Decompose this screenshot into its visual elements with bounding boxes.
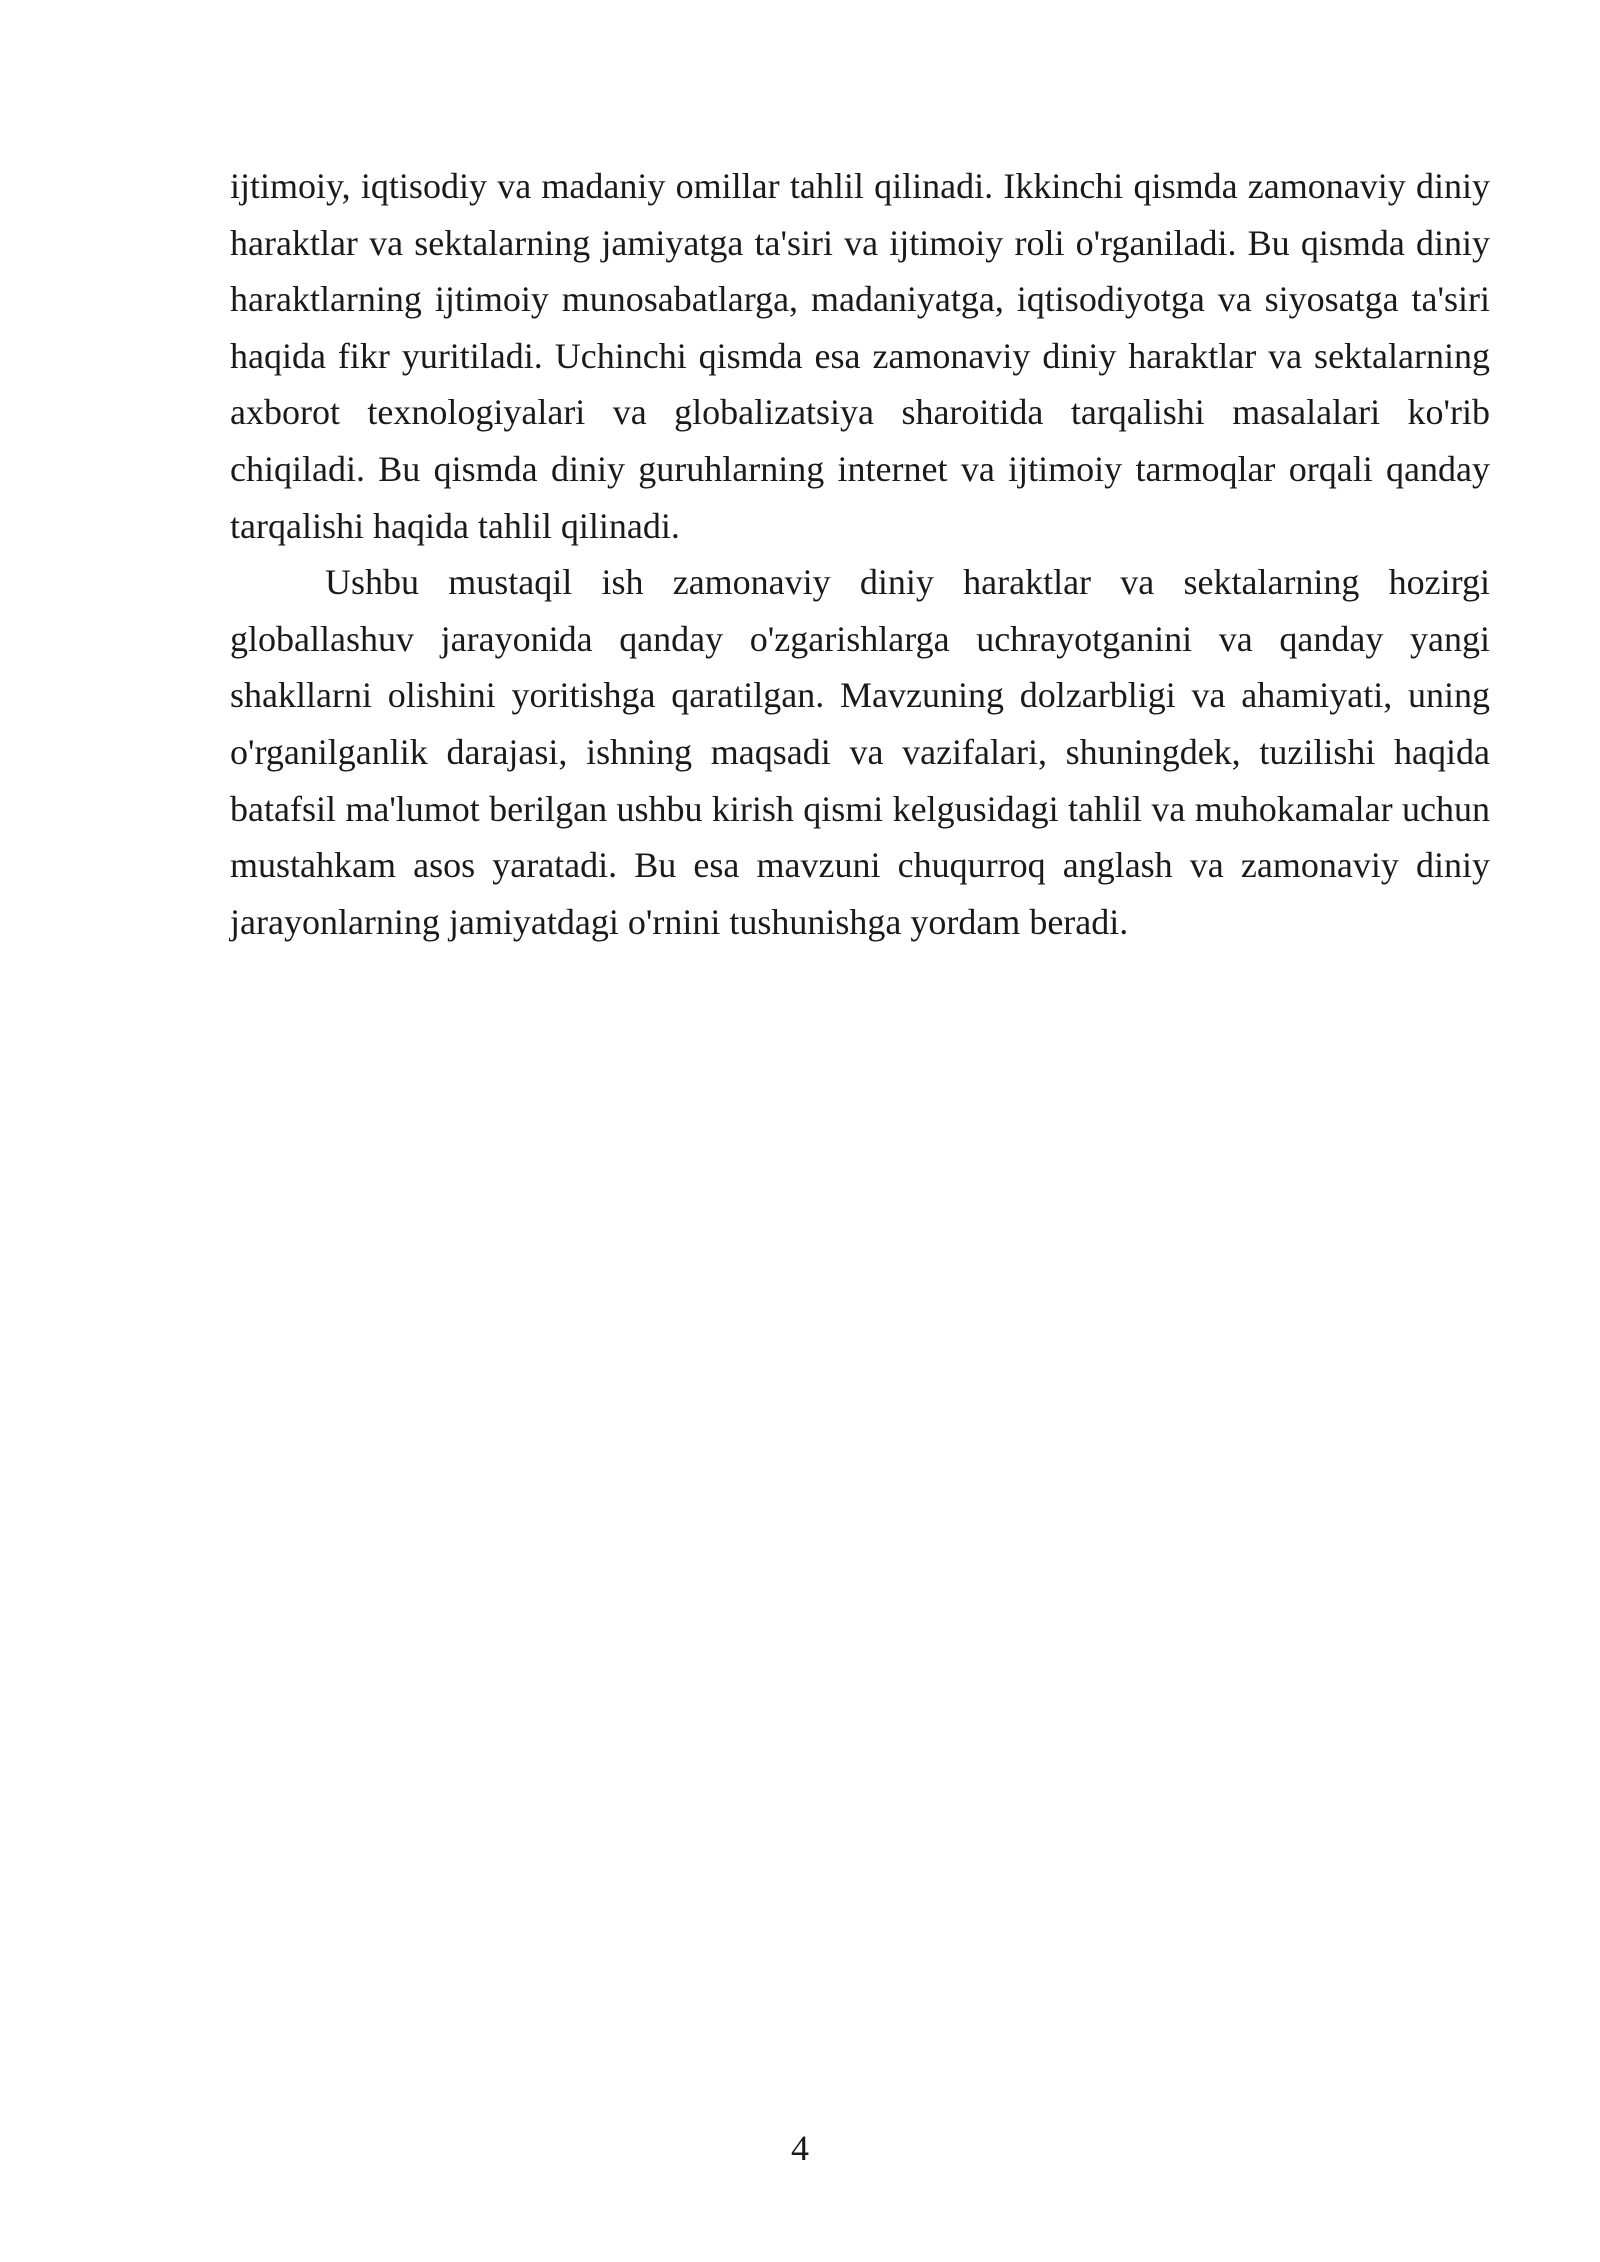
paragraph-ushbu: Ushbu mustaqil ish zamonaviy diniy haraktlar va sektalarning hozirgi globallashuv jarayonida qanday o'zgarishlarga uchrayotganini va qanday yangi shakllarni olishini yoritishga qaratilgan. Mavzuning dolzarbligi va ahamiyati, uning o'rganilganlik darajasi, ishning maqsadi va vazifalari, shuningdek, tuzilishi haqida batafsil ma'lumot berilgan ushbu kirish qismi kelgusidagi tahlil va muhokamalar uchun mustahkam asos yaratadi. Bu esa mavzuni chuqurroq anglash va zamonaviy diniy jarayonlarning jamiyatdagi o'rnini tushunishga yordam beradi. (230, 562, 1490, 942)
body-text (230, 158, 1490, 950)
page-number: 4 (791, 2128, 809, 2168)
paragraph-continuation: ijtimoiy, iqtisodiy va madaniy omillar tahlil qilinadi. Ikkinchi qismda zamonaviy diniy haraktlar va sektalarning jamiyatga ta'siri va ijtimoiy roli o'rganiladi. Bu qismda diniy haraktlarning ijtimoiy munosabatlarga, madaniyatga, iqtisodiyotga va siyosatga ta'siri haqida fikr yuritiladi. Uchinchi qismda esa zamonaviy diniy haraktlar va sektalarning axborot texnologiyalari va globalizatsiya sharoitida tarqalishi masalalari ko'rib chiqiladi. Bu qismda diniy guruhlarning internet va ijtimoiy tarmoqlar orqali qanday tarqalishi haqida tahlil qilinadi. (230, 166, 1490, 546)
